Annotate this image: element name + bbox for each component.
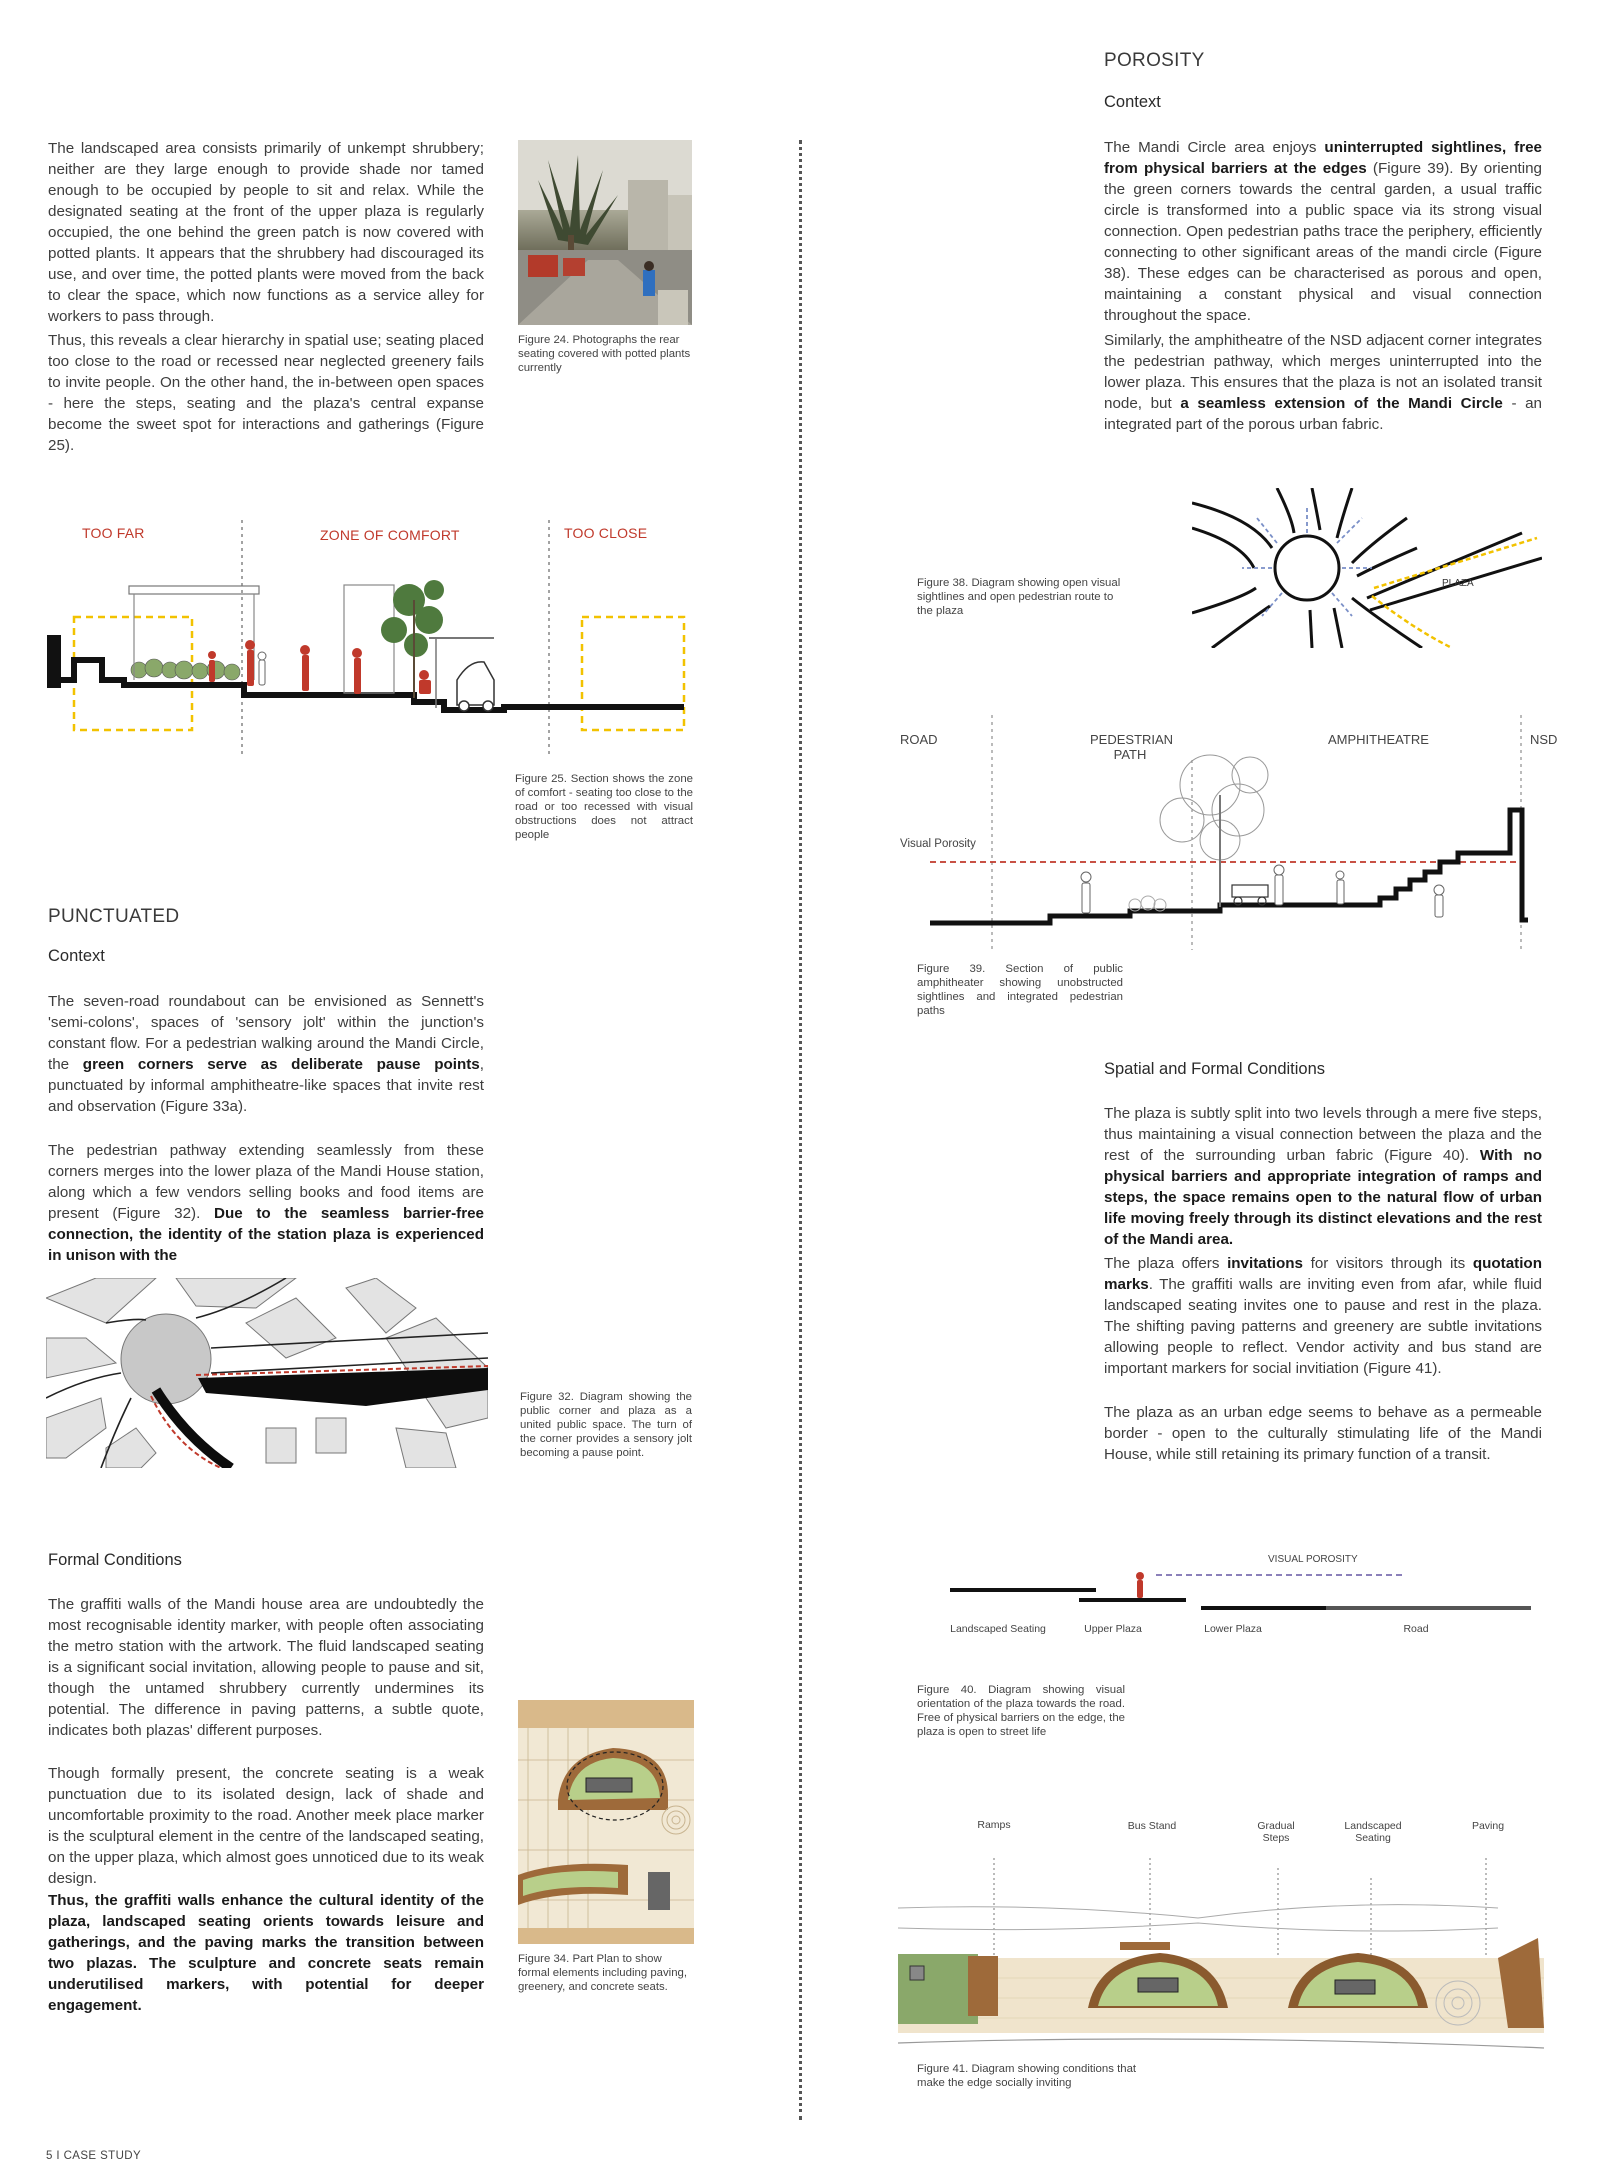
fig32-plan-diagram	[46, 1278, 488, 1468]
sp-p1-text-a: The plaza is subtly split into two levels through a mere five steps, thus maintaining a visual connection between the plaza and the rest of the surrounding urban fabric (Figure 40).	[1104, 1105, 1542, 1164]
punct-p2-emphasis: Due to the seamless barrier-free connection, the identity of the station plaza is experienced in unison with the	[48, 1205, 484, 1264]
fig24-caption: Figure 24. Photographs the rear seating covered with potted plants currently	[518, 334, 691, 374]
spatial-paragraph-3: The plaza as an urban edge seems to behave as a permeable border - open to the culturally stimulating life of the Mandi House, while still retaining its primary function of a transit.	[1104, 1404, 1542, 1463]
por-p1-emphasis: uninterrupted sightlines, free from physical barriers at the edges	[1104, 139, 1543, 177]
fig25-label-zone-of-comfort: ZONE OF COMFORT	[320, 527, 460, 543]
punctuated-paragraph-1	[48, 991, 484, 1117]
porosity-context-heading: Context	[1104, 93, 1161, 111]
fig40-level-diagram	[946, 1565, 1536, 1615]
fig40-label-upper-plaza: Upper Plaza	[1084, 1623, 1142, 1635]
formal-paragraph-2: Though formally present, the concrete seating is a weak punctuation due to its isolated design, lack of shade and uncomfortable proximity to the road. Another meek place marker is the sculptural element in the centre of the landscaped seating, on the upper plaza, which almost goes unnoticed due to its weak design.	[48, 1765, 484, 1887]
sp-p1-emphasis: With no physical barriers and appropriate integration of ramps and steps, the space remains open to the natural flow of urban life moving freely through its distinct elevations and the rest of the Mandi area.	[1104, 1147, 1542, 1248]
por-p1-text-a: The Mandi Circle area enjoys	[1104, 139, 1325, 156]
punctuated-heading: PUNCTUATED	[48, 906, 180, 927]
fig38-plaza-label: PLAZA	[1442, 578, 1474, 589]
spatial-paragraph-1	[1104, 1103, 1542, 1250]
fig39-label-nsd: NSD	[1530, 732, 1558, 747]
fig34-caption: Figure 34. Part Plan to show formal elements including paving, greenery, and concrete seats.	[518, 1953, 688, 1993]
formal-paragraph-1: The graffiti walls of the Mandi house area are undoubtedly the most recognisable identity marker, with people often associating the metro station with the artwork. The fluid landscaped seating is a significant social invitation, allowing people to pause and sit, though the untamed shrubbery currently undermines its potential. The difference in paving patterns, a subtle quote, indicates both plazas' different purposes.	[48, 1596, 484, 1739]
fig40-label-lower-plaza: Lower Plaza	[1204, 1623, 1262, 1635]
fig24-photo	[518, 140, 692, 325]
fig41-caption: Figure 41. Diagram showing conditions that make the edge socially inviting	[917, 2063, 1137, 2089]
sp-p2-text-a: The plaza offers	[1104, 1255, 1228, 1272]
sp-p2-quotation-marks: quotation marks	[1104, 1255, 1542, 1293]
fig34-part-plan	[518, 1700, 694, 1944]
fig40-label-landscaped-seating: Landscaped Seating	[950, 1623, 1046, 1635]
fig25-label-too-close: TOO CLOSE	[564, 525, 648, 541]
fig39-label-amphitheatre: AMPHITHEATRE	[1328, 732, 1429, 747]
fig25-caption: Figure 25. Section shows the zone of comfort - seating too close to the road or too recessed with visual obstructions does not attract people	[515, 773, 693, 841]
fig24-photo-illustration	[518, 140, 692, 325]
porosity-paragraph-2	[1104, 330, 1542, 435]
column-divider	[799, 140, 802, 2120]
formal-conditions-heading: Formal Conditions	[48, 1551, 182, 1569]
spatial-conditions-heading: Spatial and Formal Conditions	[1104, 1060, 1326, 1078]
fig41-label-ramps: Ramps	[977, 1819, 1011, 1831]
fig41-label-gradual-steps: Gradual Steps	[1257, 1820, 1295, 1844]
punctuated-paragraph-2	[48, 1140, 484, 1266]
fig40-caption: Figure 40. Diagram showing visual orientation of the plaza towards the road. Free of physical barriers on the edge, the plaza is open to street life	[917, 1684, 1125, 1738]
spatial-paragraph-2	[1104, 1253, 1542, 1379]
page-footer: 5 I CASE STUDY	[46, 2150, 142, 2162]
formal-paragraph-3: Thus, the graffiti walls enhance the cultural identity of the plaza, landscaped seating orients towards leisure and gatherings, and the paving marks the transition between two plazas. The sculpture and concrete seats remain underutilised markers, with potential for deeper engagement.	[48, 1892, 484, 2014]
sp-p2-text-e: . The graffiti walls are inviting even from afar, while fluid landscaped seating invites one to pause and rest in the plaza. The shifting paving patterns and greenery are subtle invitations allowing people to reflect. Vendor activity and bus stand are important markers for social invitiation (Figure 41).	[1104, 1276, 1542, 1377]
por-p2-text-a: Similarly, the amphitheatre of the NSD adjacent corner integrates the pedestrian pathway, which merges uninterrupted into the lower plaza. This ensures that the plaza is not an isolated transit node, but	[1104, 332, 1542, 412]
fig41-label-landscaped-seating: Landscaped Seating	[1344, 1820, 1402, 1844]
fig41-conditions-diagram	[898, 1858, 1544, 2058]
fig40-label-visual-porosity: VISUAL POROSITY	[1268, 1554, 1358, 1565]
sp-p2-invitations: invitations	[1227, 1255, 1304, 1272]
fig38-sightline-diagram	[1192, 488, 1542, 648]
fig39-label-pedestrian-path: PEDESTRIAN PATH	[1090, 732, 1174, 762]
punct-p2-text-a: The pedestrian pathway extending seamlessly from these corners merges into the lower plaza of the Mandi House station, along which a few vendors selling books and food items are present (Figure 32).	[48, 1142, 484, 1222]
fig39-label-road: ROAD	[900, 732, 938, 747]
intro-paragraph-1: The landscaped area consists primarily of unkempt shrubbery; neither are they large enough to provide shade nor tamed enough to be occupied by people to sit and relax. While the designated seating at the front of the upper plaza is regularly occupied, the one behind the green patch is now covered with potted plants. It appears that the shrubbery had discouraged its use, and over time, the potted plants were moved from the back to clear the space, which now functions as a service alley for workers to pass through.	[48, 140, 484, 325]
fig25-section-diagram	[44, 520, 694, 760]
fig32-caption: Figure 32. Diagram showing the public corner and plaza as a united public space. The turn of the corner provides a sensory jolt becoming a pause point.	[520, 1391, 692, 1459]
intro-paragraph-2: Thus, this reveals a clear hierarchy in spatial use; seating placed too close to the road or recessed near neglected greenery fails to invite people. On the other hand, the in-between open spaces - here the steps, seating and the plaza's central expanse become the sweet spot for interactions and gatherings (Figure 25).	[48, 332, 484, 454]
punct-p1-emphasis: green corners serve as deliberate pause points	[82, 1056, 480, 1073]
fig39-caption: Figure 39. Section of public amphitheater showing unobstructed sightlines and integrated pedestrian paths	[917, 963, 1123, 1017]
porosity-heading: POROSITY	[1104, 50, 1205, 71]
fig41-label-paving: Paving	[1471, 1820, 1505, 1832]
fig39-label-visual-porosity: Visual Porosity	[900, 838, 976, 850]
fig40-label-road: Road	[1403, 1623, 1429, 1635]
sp-p2-text-c: for visitors through its	[1303, 1255, 1473, 1272]
por-p1-text-c: (Figure 39). By orienting the green corners towards the central garden, a usual traffic circle is transformed into a public space via its strong visual connection. Open pedestrian paths trace the periphery, efficiently connecting to other significant areas of the mandi circle (Figure 38). These edges can be characterised as porous and open, maintaining a constant physical and visual connection throughout the space.	[1104, 160, 1543, 324]
porosity-paragraph-1	[1104, 137, 1542, 326]
punctuated-context-heading: Context	[48, 947, 105, 965]
fig39-section-diagram	[920, 715, 1560, 955]
fig38-caption: Figure 38. Diagram showing open visual sightlines and open pedestrian route to the plaza	[917, 577, 1121, 617]
por-p2-text-c: - an integrated part of the porous urban fabric.	[1104, 395, 1543, 433]
fig25-label-too-far: TOO FAR	[82, 525, 145, 541]
punct-p1-text-a: The seven-road roundabout can be envisioned as Sennett's 'semi-colons', spaces of 'sensory jolt' within the junction's constant flow. For a pedestrian walking around the Mandi Circle, the	[48, 993, 484, 1073]
por-p2-emphasis: a seamless extension of the Mandi Circle	[1180, 395, 1503, 412]
fig41-label-bus-stand: Bus Stand	[1127, 1820, 1177, 1832]
punct-p1-text-c: , punctuated by informal amphitheatre-like spaces that invite rest and observation (Figure 33a).	[48, 1056, 484, 1115]
